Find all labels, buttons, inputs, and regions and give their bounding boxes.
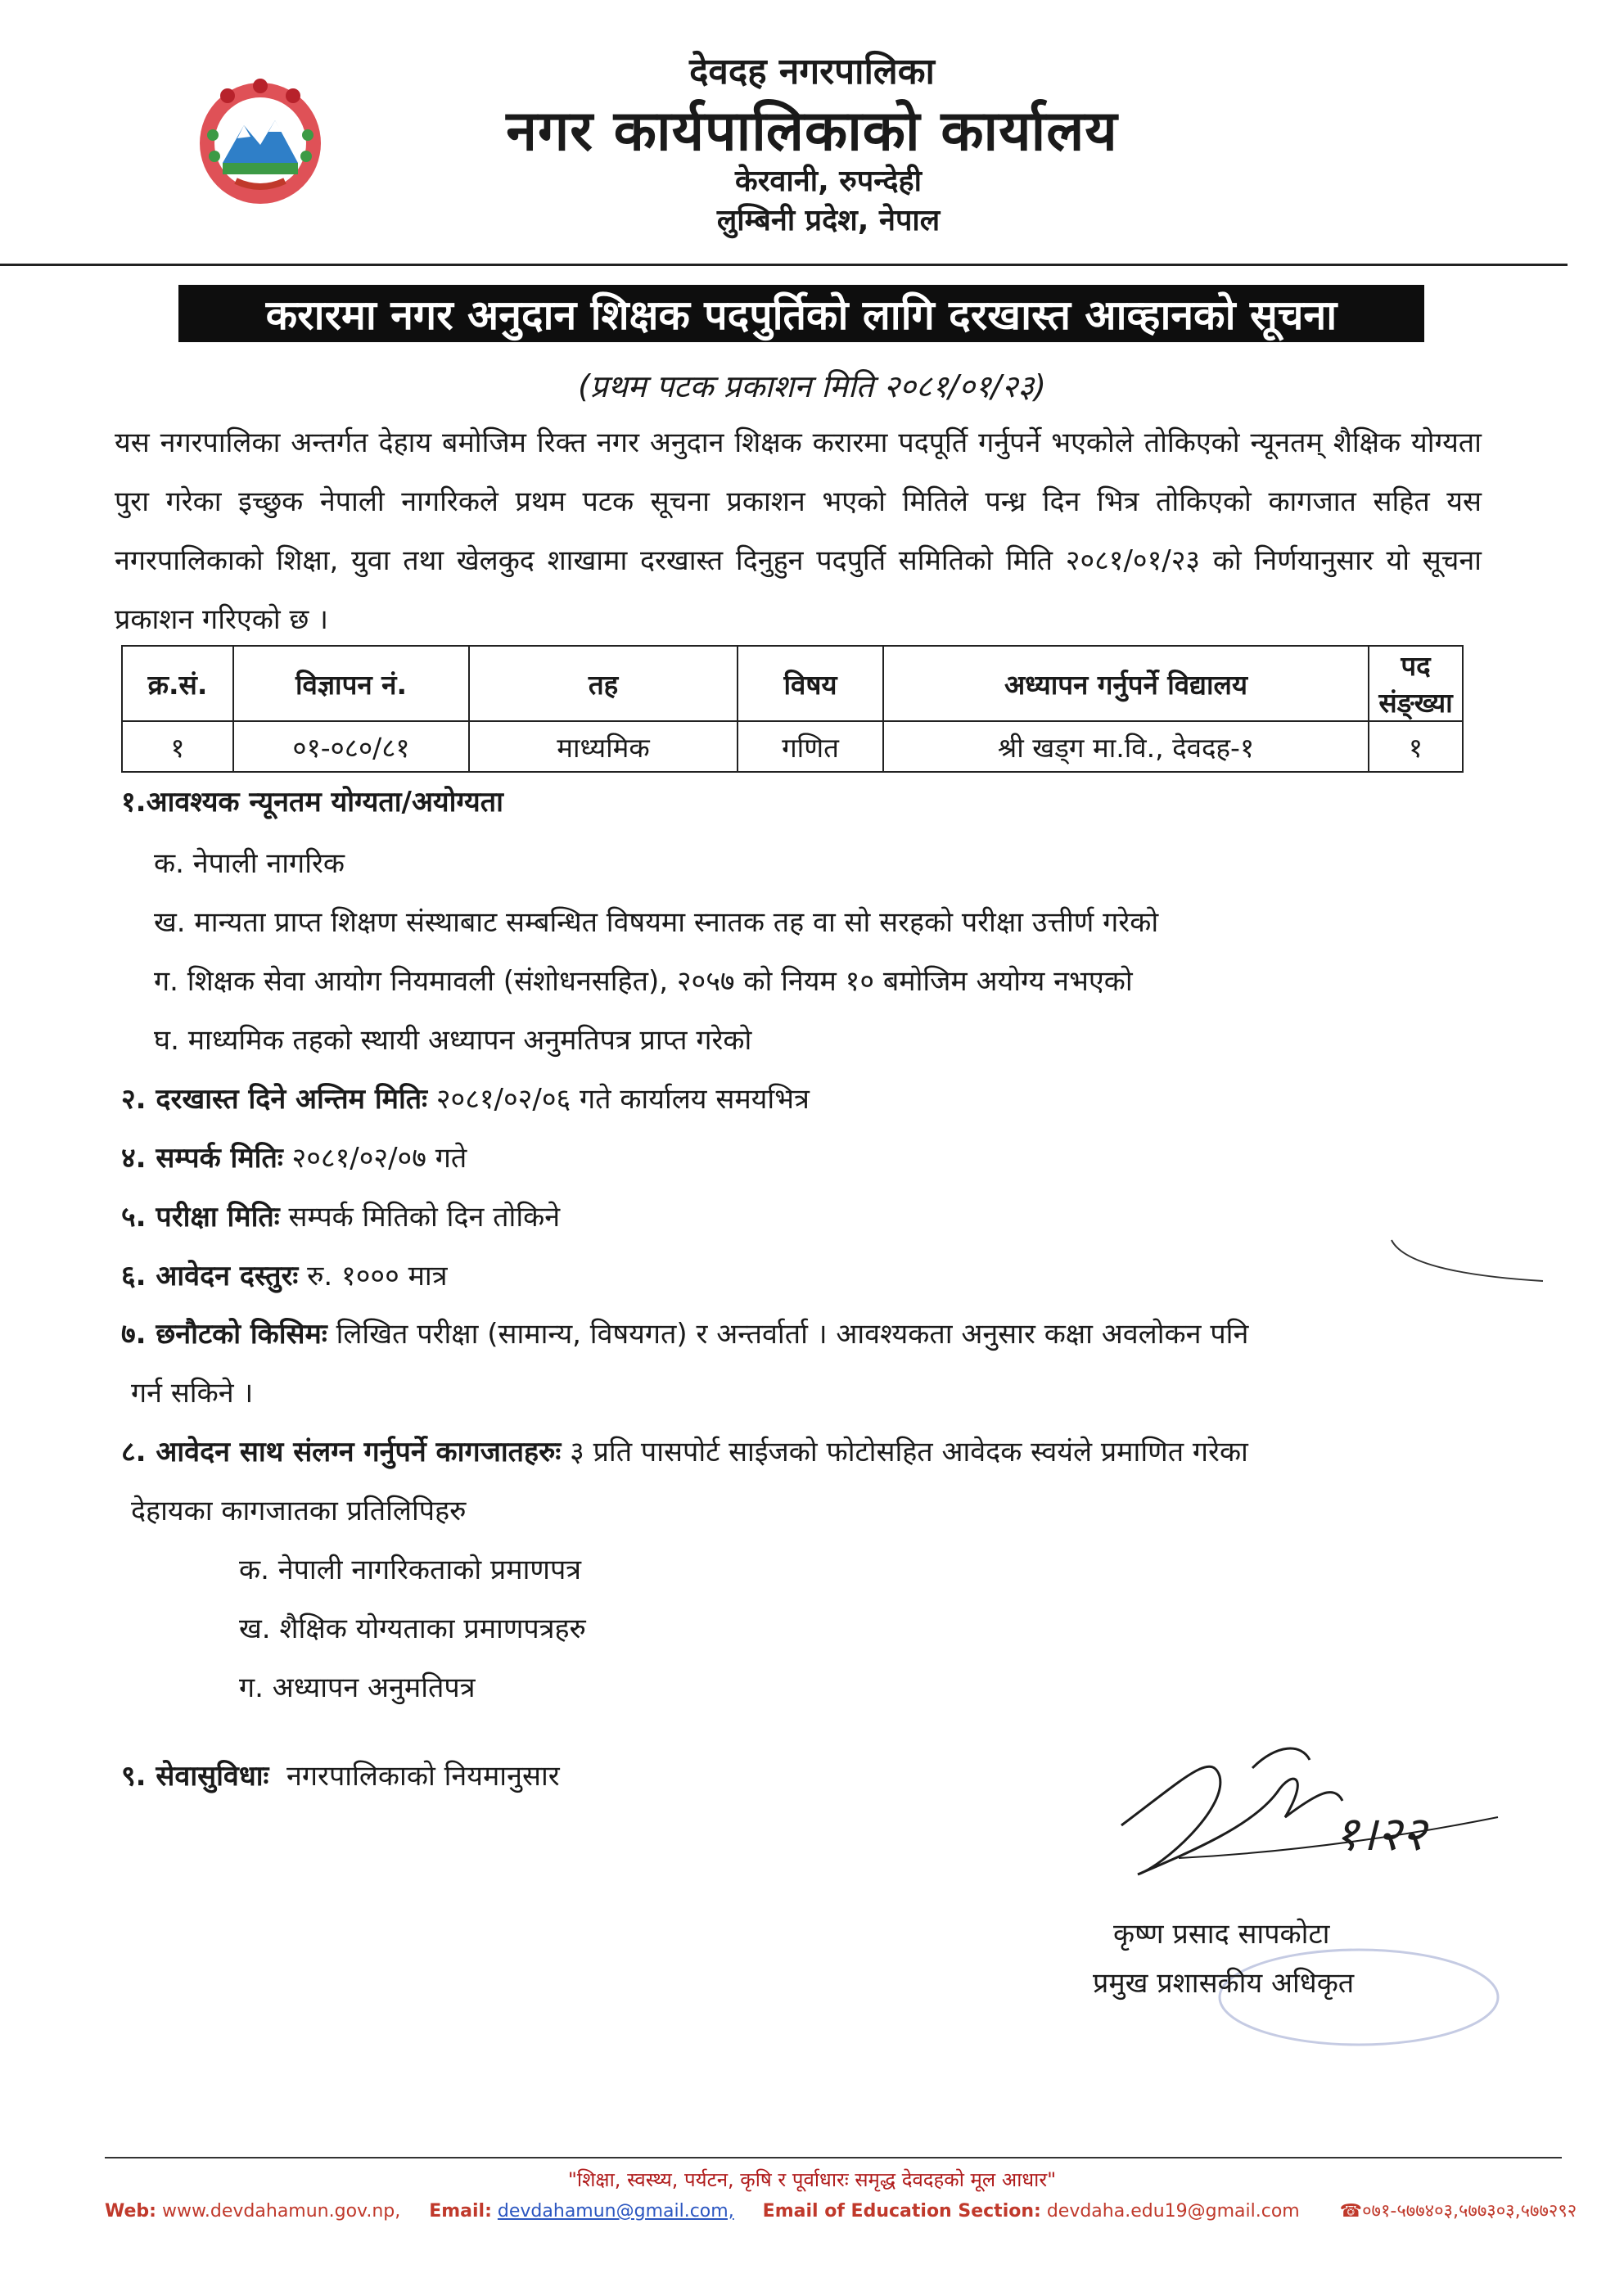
footer-motto: "शिक्षा, स्वस्थ्य, पर्यटन, कृषि र पूर्वाधारः समृद्ध देवदहको मूल आधार" bbox=[567, 2168, 1057, 2191]
cell-ad-no: ०१-०८०/८१ bbox=[233, 721, 469, 772]
document-item: ग. अध्यापन अनुमतिपत्र bbox=[239, 1671, 476, 1704]
signature-date: १।२२ bbox=[1334, 1806, 1427, 1861]
cell-school: श्री खड्ग मा.वि., देवदह-१ bbox=[883, 721, 1369, 772]
col-subject: विषय bbox=[738, 646, 883, 721]
qualification-item: घ. माध्यमिक तहको स्थायी अध्यापन अनुमतिपत्र प्राप्त गरेको bbox=[154, 1024, 752, 1057]
document-item: ख. शैक्षिक योग्यताका प्रमाणपत्रहरु bbox=[239, 1613, 586, 1645]
notice-title: करारमा नगर अनुदान शिक्षक पदपुर्तिको लागि दरखास्त आव्हानको सूचना bbox=[178, 285, 1424, 342]
cell-sn: १ bbox=[122, 721, 233, 772]
fee-line: ६. आवेदन दस्तुरः रु. १००० मात्र bbox=[121, 1260, 448, 1292]
publication-date: (प्रथम पटक प्रकाशन मिति २०८१/०१/२३) bbox=[578, 368, 1046, 404]
documents-continuation: देहायका कागजातका प्रतिलिपिहरु bbox=[131, 1495, 467, 1527]
documents-line: ८. आवेदन साथ संलग्न गर्नुपर्ने कागजातहरुः ३ प्रति पासपोर्ट साईजको फोटोसहित आवेदक स्वयंले प्रमाणित गरेका bbox=[121, 1436, 1248, 1468]
deadline-line: २. दरखास्त दिने अन्तिम मितिः २०८१/०२/०६ गते कार्यालय समयभित्र bbox=[121, 1083, 810, 1116]
col-sn: क्र.सं. bbox=[122, 646, 233, 721]
cell-subject: गणित bbox=[738, 721, 883, 772]
education-email-link[interactable]: devdaha.edu19@gmail.com bbox=[1046, 2201, 1300, 2222]
pen-mark bbox=[1383, 1236, 1547, 1285]
footer-divider bbox=[105, 2157, 1562, 2158]
office-stamp bbox=[1211, 1940, 1522, 2071]
selection-line: ७. छनौटको किसिमः लिखित परीक्षा (सामान्य, विषयगत) र अन्तर्वार्ता । आवश्यकता अनुसार कक्षा अवलोकन पनि bbox=[121, 1318, 1249, 1351]
web-label: Web: bbox=[105, 2201, 156, 2222]
header-divider bbox=[0, 264, 1568, 266]
facility-line: ९. सेवासुविधाः नगरपालिकाको नियमानुसार bbox=[121, 1760, 560, 1793]
municipality-name: देवदह नगरपालिका bbox=[689, 51, 935, 92]
education-email-label: Email of Education Section: bbox=[762, 2201, 1041, 2222]
table-row bbox=[122, 721, 1463, 772]
signatory-name: कृष्ण प्रसाद सापकोटा bbox=[1113, 1918, 1330, 1951]
col-school: अध्यापन गर्नुपर्ने विद्यालय bbox=[883, 646, 1369, 721]
col-ad-no: विज्ञापन नं. bbox=[233, 646, 469, 721]
web-link[interactable]: www.devdahamun.gov.np, bbox=[161, 2201, 401, 2222]
email-link[interactable]: devdahamun@gmail.com, bbox=[497, 2201, 734, 2222]
signatory-title: प्रमुख प्रशासकीय अधिकृत bbox=[1093, 1967, 1355, 2000]
footer-contacts bbox=[105, 2198, 1577, 2222]
cell-posts: १ bbox=[1369, 721, 1463, 772]
table-header-row bbox=[122, 646, 1463, 721]
cell-level: माध्यमिक bbox=[469, 721, 738, 772]
qualification-heading: १.आवश्यक न्यूनतम योग्यता/अयोग्यता bbox=[121, 786, 503, 819]
vacancy-table bbox=[121, 645, 1464, 773]
col-posts: पद संङ्ख्या bbox=[1369, 646, 1463, 721]
qualification-item: क. नेपाली नागरिक bbox=[154, 847, 345, 880]
exam-date-line: ५. परीक्षा मितिः सम्पर्क मितिको दिन तोकिने bbox=[121, 1201, 561, 1234]
address-line-2: लुम्बिनी प्रदेश, नेपाल bbox=[716, 204, 941, 237]
signature-scribble bbox=[1089, 1727, 1514, 1932]
qualification-item: ग. शिक्षक सेवा आयोग नियमावली (संशोधनसहित), २०५७ को नियम १० बमोजिम अयोग्य नभएको bbox=[154, 965, 1133, 998]
selection-continuation: गर्न सकिने । bbox=[131, 1377, 254, 1410]
document-item: क. नेपाली नागरिकताको प्रमाणपत्र bbox=[239, 1554, 582, 1586]
office-name: नगर कार्यपालिकाको कार्यालय bbox=[506, 99, 1118, 164]
email-label: Email: bbox=[429, 2201, 492, 2222]
address-line-1: केरवानी, रुपन्देही bbox=[735, 165, 922, 198]
col-level: तह bbox=[469, 646, 738, 721]
phone-numbers: ☎०७१-५७७४०३,५७७३०३,५७७२९२ bbox=[1339, 2201, 1577, 2222]
qualification-item: ख. मान्यता प्राप्त शिक्षण संस्थाबाट सम्बन्धित विषयमा स्नातक तह वा सो सरहको परीक्षा उत्तीर्ण गरेको bbox=[154, 906, 1159, 939]
intro-paragraph: यस नगरपालिका अन्तर्गत देहाय बमोजिम रिक्त नगर अनुदान शिक्षक करारमा पदपूर्ति गर्नुपर्ने भएकोले तोकिएको न्यूनतम् शैक्षिक योग्यता पुरा गरेका इच्छुक नेपाली नागरिकले प्रथम पटक सूचना प्रकाशन भएको मितिले पन्ध्र दिन भित्र तोकिएको कागजात सहित यस नगरपालिकाको शिक्षा, युवा तथा खेलकुद शाखामा दरखास्त दिनुहुन पदपुर्ति समितिको मिति २०८१/०१/२३ को निर्णयानुसार यो सूचना प्रकाशन गरिएको छ । bbox=[115, 426, 1482, 636]
contact-date-line: ४. सम्पर्क मितिः २०८१/०२/०७ गते bbox=[121, 1142, 467, 1175]
